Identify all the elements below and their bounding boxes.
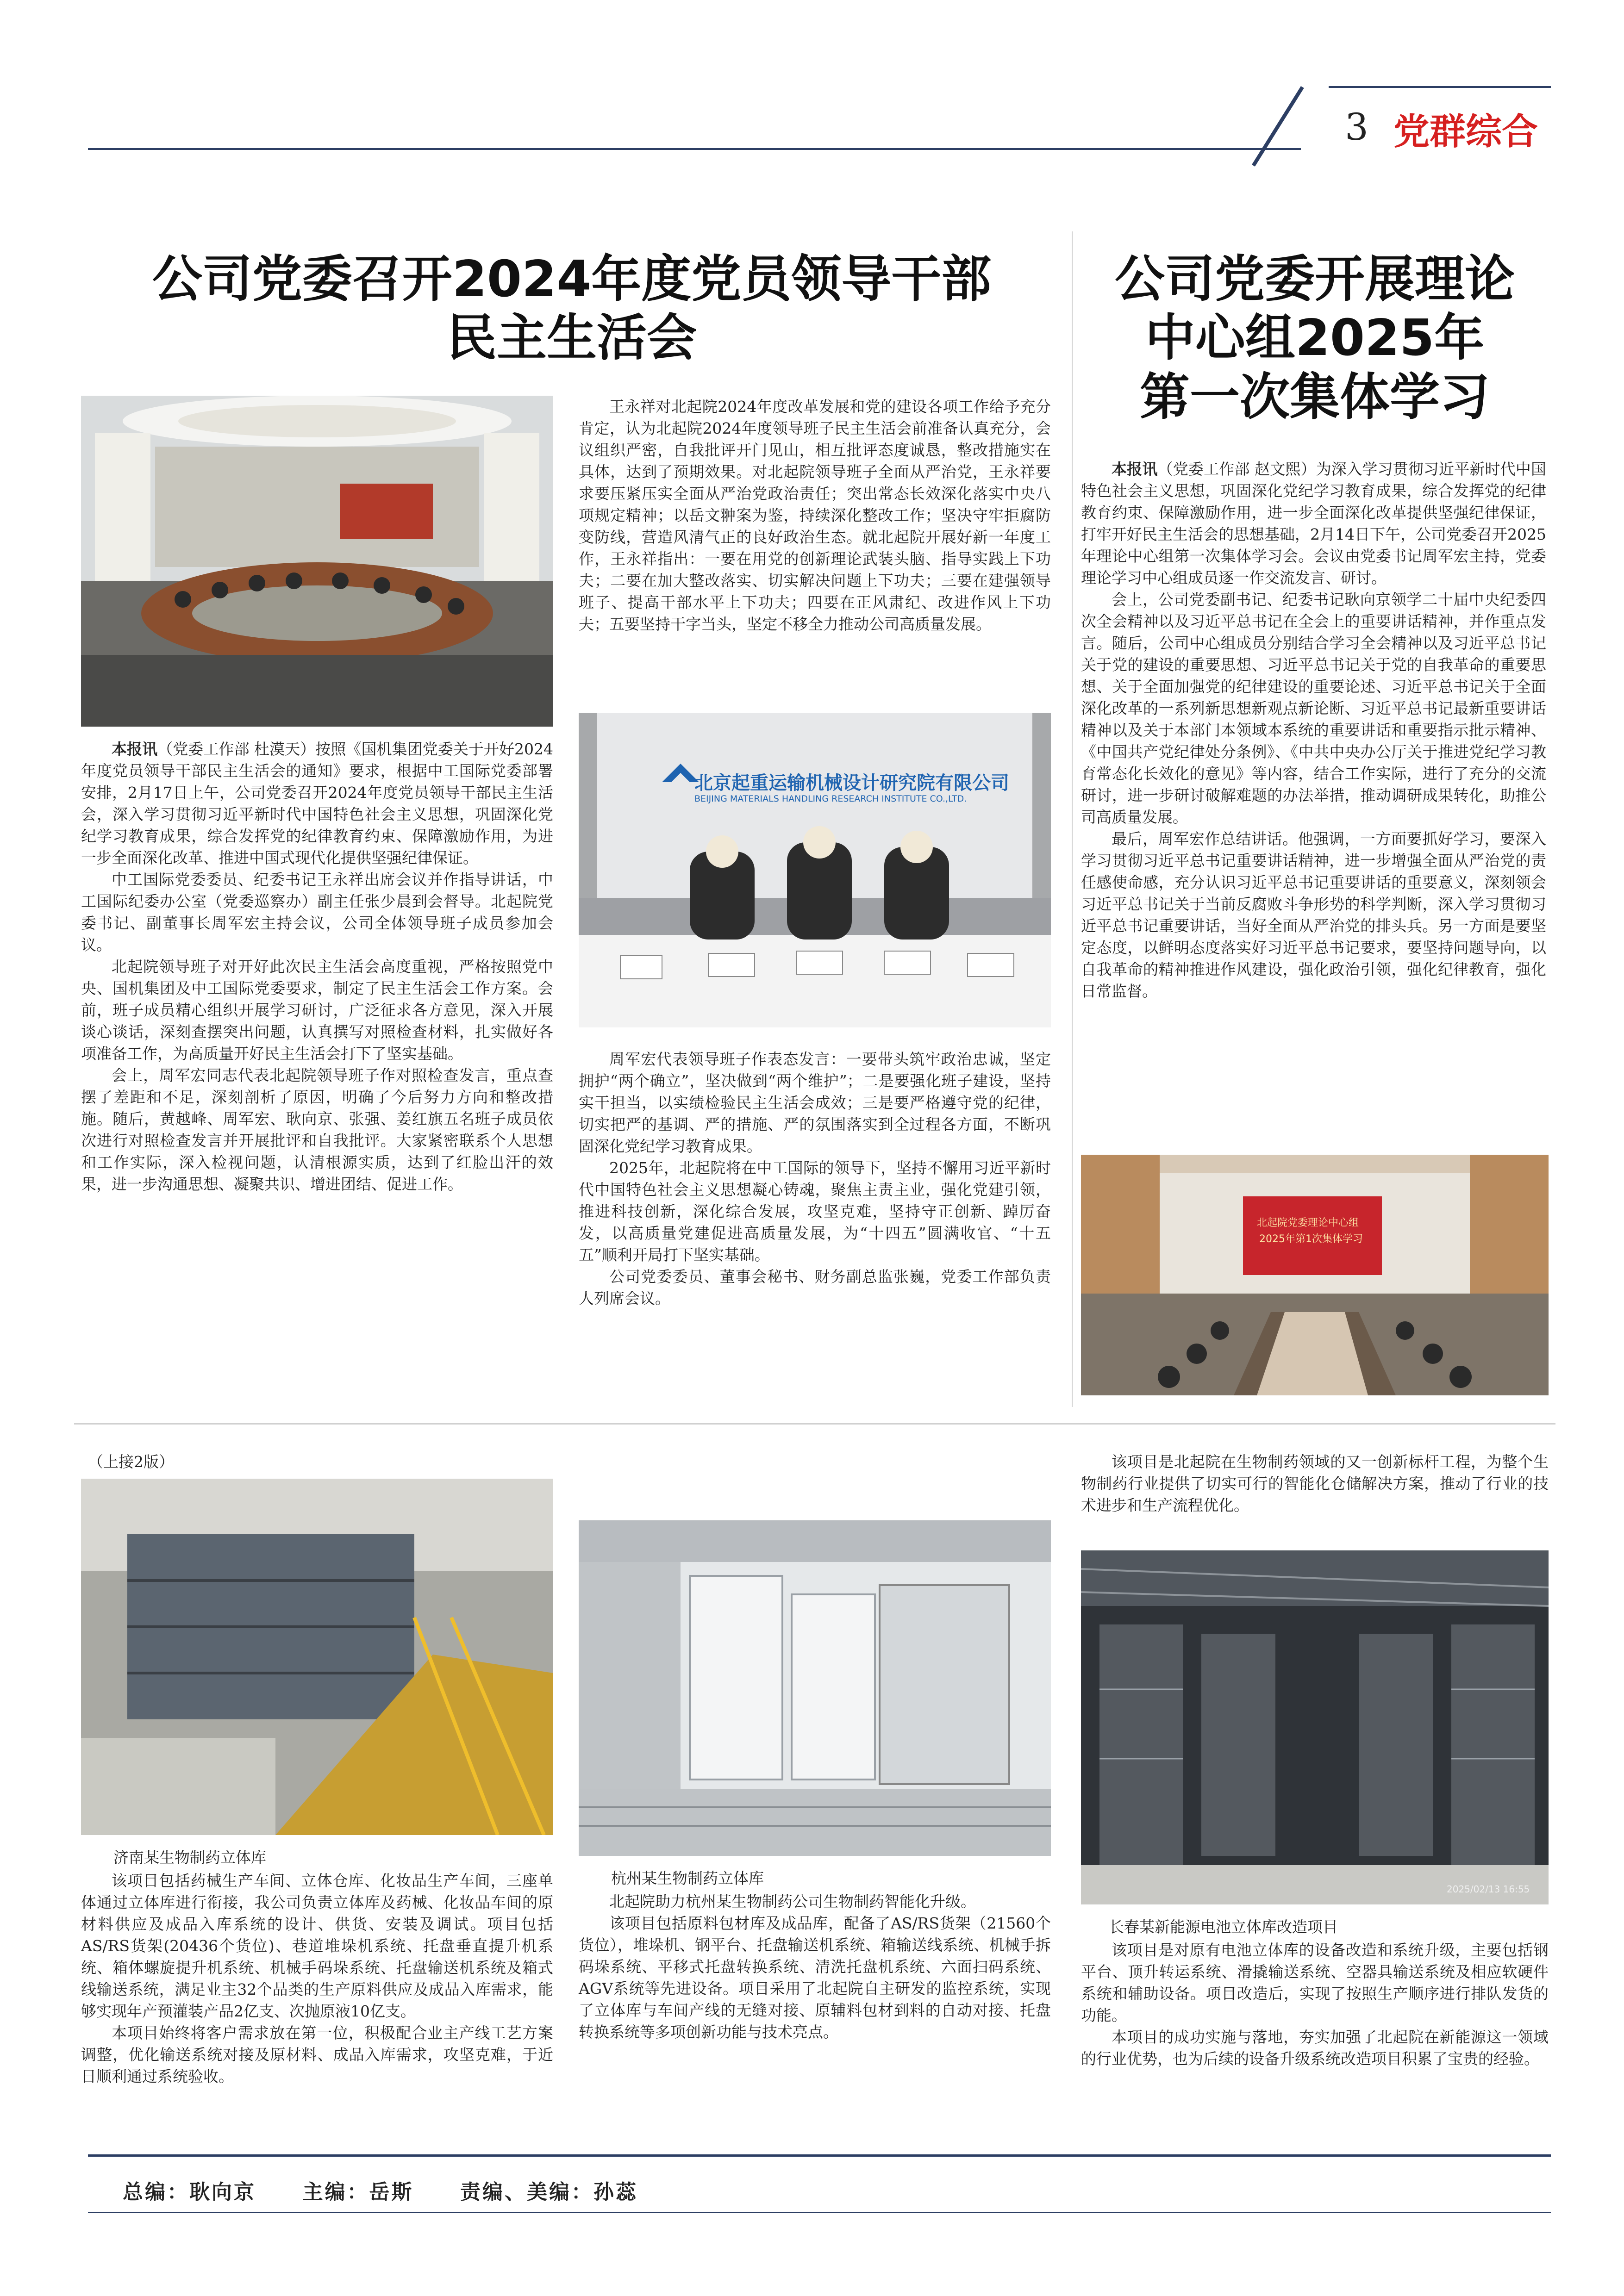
changchun-p2: 本项目的成功实施与落地，夯实加强了北起院在新能源这一领域的行业优势，也为后续的设备升级系统改造项目积累了宝贵的经验。 xyxy=(1081,2028,1549,2068)
hangzhou-p1: 北起院助力杭州某生物制药公司生物制药智能化升级。 xyxy=(609,1892,976,1910)
sign-text-en: BEIJING MATERIALS HANDLING RESEARCH INSTITUTE CO.,LTD. xyxy=(694,794,967,804)
article2-lead: 本报讯 xyxy=(1112,460,1158,478)
footer-rule-bottom xyxy=(88,2212,1551,2213)
jinan-warehouse-illustration xyxy=(81,1479,553,1835)
article1-column-a xyxy=(81,738,553,1195)
header-slant-rule xyxy=(1252,86,1304,167)
article1-title-line1: 公司党委召开2024年度党员领导干部 xyxy=(152,250,992,308)
article2-p3: 最后，周军宏作总结讲话。他强调，一方面要抓好学习，要深入学习贯彻习近平总书记重要讲话精神，进一步增强全面从严治党的责任感使命感，充分认识习近平总书记重要讲话的重要意义，深刻领会习近平总书记关于当前反腐败斗争形势的科学判断，深入学习贯彻习近平总书记重要讲话，当好全面从严治党的排头兵。另一方面是要坚定态度，以鲜明态度落实好习近平总书记要求，要坚持问题导向，以自我革命的精神推进作风建设，强化政治引领，强化纪律教育，强化日常监督。 xyxy=(1081,830,1546,1000)
photo-timestamp: 2025/02/13 16:55 xyxy=(1447,1884,1530,1895)
study-meeting-photo xyxy=(1081,1155,1549,1395)
header-top-rule xyxy=(1329,86,1551,88)
article2-paragraph-1 xyxy=(1081,458,1546,589)
footer-art-editor: 责编、美编：孙蕊 xyxy=(460,2180,638,2204)
article1-p6: 周军宏代表领导班子作表态发言：一要带头筑牢政治忠诚，坚定拥护“两个确立”，坚决做到“两个维护”；二是要强化班子建设，坚持实干担当，以实绩检验民主生活会成效；三是要严格遵守党的纪律，切实把严的基调、严的措施、严的氛围落实到全过程各方面，不断巩固深化党纪学习教育成果。 xyxy=(579,1050,1051,1155)
continued-column-3-top xyxy=(1081,1451,1549,1516)
article2-p2: 会上，公司党委副书记、纪委书记耿向京领学二十届中央纪委四次全会精神以及习近平总书记在全会上的重要讲话精神，并作重点发言。随后，公司中心组成员分别结合学习全会精神以及习近平总书记关于党的建设的重要思想、习近平总书记关于党的自我革命的重要思想、关于全面加强党的纪律建设的重要论述、习近平总书记关于全面深化改革的一系列新思想新观点新论断、习近平总书记最新重要讲话精神以及关于本部门本领域本系统的重要讲话和重要指示批示精神、《中国共产党纪律处分条例》、《中共中央办公厅关于推进党纪学习教育常态化长效化的意见》等内容，结合工作实际，进行了充分的交流研讨，进一步研讨破解难题的办法举措，推动调研成果转化，助推公司高质量发展。 xyxy=(1081,591,1546,826)
jinan-caption: 济南某生物制药立体库 xyxy=(113,1848,266,1867)
section-title: 党群综合 xyxy=(1393,111,1538,153)
article1-p3: 北起院领导班子对开好此次民主生活会高度重视，严格按照党中央、国机集团及中工国际党委要求，制定了民主生活会工作方案。会前，班子成员精心组织开展学习研讨，广泛征求各方意见，深入开展谈心谈话，深刻查摆突出问题，认真撰写对照检查材料，扎实做好各项准备工作，为高质量开好民主生活会打下了坚实基础。 xyxy=(81,958,553,1063)
changchun-caption: 长春某新能源电池立体库改造项目 xyxy=(1109,1918,1338,1936)
study-meeting-illustration xyxy=(1081,1155,1549,1395)
column-divider xyxy=(1072,231,1073,1407)
article2-title-line3: 第一次集体学习 xyxy=(1139,368,1490,426)
footer-chief-editor: 总编：耿向京 xyxy=(123,2180,256,2204)
jinan-p2: 本项目始终将客户需求放在第一位，积极配合业主产线工艺方案调整，优化输送系统对接及原材料、成品入库需求，攻坚克难，于近日顺利通过系统验收。 xyxy=(81,2024,553,2085)
page-number: 3 xyxy=(1345,106,1368,149)
hangzhou-caption: 杭州某生物制药立体库 xyxy=(611,1869,764,1887)
changchun-warehouse-photo xyxy=(1081,1550,1549,1904)
article1-paragraph-1 xyxy=(81,738,553,869)
article2-title-line1: 公司党委开展理论 xyxy=(1114,250,1515,308)
article1-p5: 王永祥对北起院2024年度改革发展和党的建设各项工作给予充分肯定，认为北起院2024年度领导班子民主生活会前准备认真充分，会议组织严密，自我批评开门见山，相互批评态度诚恳，整改措施实在具体，达到了预期效果。对北起院领导班子全面从严治党，王永祥要求要压紧压实全面从严治党政治责任；突出常态长效深化落实中央八项规定精神；以岳文翀案为鉴，持续深化整改工作；坚决守牢拒腐防变防线，营造风清气正的良好政治生态。就北起院开展好新一年度工作，王永祥指出：一要在用党的创新理论武装头脑、指导实践上下功夫；二要在加大整改落实、切实解决问题上下功夫；三要在建强领导班子、提高干部水平上下功夫；四要在正风肃纪、改进作风上下功夫；五要坚持干字当头，坚定不移全力推动公司高质量发展。 xyxy=(579,398,1051,633)
article2-column xyxy=(1081,458,1546,1002)
article1-byline: （党委工作部 杜漠天） xyxy=(157,740,316,758)
changchun-warehouse-illustration xyxy=(1081,1550,1549,1904)
article1-p4: 会上，周军宏同志代表北起院领导班子作对照检查发言，重点查摆了差距和不足，深刻剖析了原因，明确了今后努力方向和整改措施。随后，黄越峰、周军宏、耿向京、张强、姜红旗五名班子成员依次进行对照检查发言并开展批评和自我批评。大家紧密联系个人思想和工作实际，深入检视问题，认清根源实质，达到了红脸出汗的效果，进一步沟通思想、凝聚共识、增进团结、促进工作。 xyxy=(81,1066,553,1193)
article2-headline xyxy=(1079,250,1551,427)
footer-editor: 主编：岳斯 xyxy=(302,2180,414,2204)
header-rule xyxy=(88,148,1301,150)
screen-text-1: 北起院党委理论中心组 xyxy=(1257,1217,1359,1229)
continued-column-1 xyxy=(81,1870,553,2087)
article2-title-line2: 中心组2025年 xyxy=(1145,309,1485,367)
footer-credits xyxy=(123,2175,670,2205)
jinan-p1: 该项目包括药械生产车间、立体仓库、化妆品生产车间，三座单体通过立体库进行衔接，我公司负责立体库及药械、化妆品车间的原材料供应及成品入库系统的设计、供货、安装及调试。项目包括AS/RS货架(20436个货位)、巷道堆垛机系统、托盘垂直提升机系统、箱体螺旋提升机系统、机械手码垛系统、托盘输送机系统及箱式线输送系统，满足业主32个品类的生产原料供应及成品入库需求，能够实现年产预灌装产品2亿支、次抛原液10亿支。 xyxy=(81,1872,553,2020)
article1-title-line2: 民主生活会 xyxy=(446,309,697,367)
jinan-warehouse-photo xyxy=(81,1479,553,1835)
article1-p7: 2025年，北起院将在中工国际的领导下，坚持不懈用习近平新时代中国特色社会主义思想凝心铸魂，聚焦主责主业，强化党建引领，推进科技创新，深化综合发展，攻坚克难，坚持守正创新、踔厉奋发，以高质量党建促进高质量发展，为“十四五”圆满收官、“十五五”顺利开局打下坚实基础。 xyxy=(579,1159,1051,1264)
changchun-p1: 该项目是对原有电池立体库的设备改造和系统升级，主要包括钢平台、顶升转运系统、滑撬输送系统、空器具输送系统及相应软硬件系统和辅助设备。项目改造后，实现了按照生产顺序进行排队发货的功能。 xyxy=(1081,1941,1549,2024)
article1-column-b xyxy=(579,396,1051,635)
continued-column-3 xyxy=(1081,1939,1549,2070)
hangzhou-p2: 该项目包括原料包材库及成品库，配备了AS/RS货架（21560个货位），堆垛机、钢平台、托盘输送机系统、箱输送线系统、机械手拆码垛系统、平移式托盘转换系统、清洗托盘机系统、六面扫码系统、AGV系统等先进设备。项目采用了北起院自主研发的监控系统，实现了立体库与车间产线的无缝对接、原辅料包材到料的自动对接、托盘转换系统等多项创新功能与技术亮点。 xyxy=(579,1914,1051,2041)
article1-p1: 按照《国机集团党委关于开好2024年度党员领导干部民主生活会的通知》要求，根据中工国际党委部署安排，2月17日上午，公司党委召开2024年度党员领导干部民主生活会，深入学习贯彻习近平新时代中国特色社会主义思想，巩固深化党纪学习教育成果，综合发挥党的纪律教育约束、保障激励作用，为进一步全面深化改革、推进中国式现代化提供坚强纪律保证。 xyxy=(81,740,553,867)
article1-column-b-lower xyxy=(579,1048,1051,1309)
col3-p0: 该项目是北起院在生物制药领域的又一创新标杆工程，为整个生物制药行业提供了切实可行的智能化仓储解决方案，推动了行业的技术进步和生产流程优化。 xyxy=(1081,1453,1549,1514)
continued-column-2 xyxy=(579,1891,1051,2043)
article1-headline xyxy=(83,250,1060,368)
article1-p8: 公司党委委员、董事会秘书、财务副总监张巍，党委工作部负责人列席会议。 xyxy=(579,1268,1051,1307)
article1-lead: 本报讯 xyxy=(112,740,158,758)
continued-note: （上接2版） xyxy=(88,1453,174,1471)
meeting-room-illustration xyxy=(81,396,553,727)
sign-text: 北京起重运输机械设计研究院有限公司 xyxy=(694,772,1009,794)
footer-rule-top xyxy=(88,2154,1551,2157)
meeting-photo-1 xyxy=(81,396,553,727)
meeting-photo-2 xyxy=(579,713,1051,1027)
hangzhou-warehouse-illustration xyxy=(579,1520,1051,1856)
screen-text-2: 2025年第1次集体学习 xyxy=(1259,1233,1363,1245)
article1-p2: 中工国际党委委员、纪委书记王永祥出席会议并作指导讲话，中工国际纪委办公室（党委巡察办）副主任张少晨到会督导。北起院党委书记、副董事长周军宏主持会议，公司全体领导班子成员参加会议。 xyxy=(81,871,553,954)
section-divider xyxy=(74,1423,1555,1425)
article2-p1: 为深入学习贯彻习近平新时代中国特色社会主义思想，巩固深化党纪学习教育成果，综合发挥党的纪律教育约束、保障激励作用，进一步全面深化改革提供坚强纪律保证，打牢开好民主生活会的思想基础，2月14日下午，公司党委召开2025年理论中心组第一次集体学习会。会议由党委书记周军宏主持，党委理论学习中心组成员逐一作交流发言、研讨。 xyxy=(1081,460,1547,587)
hangzhou-warehouse-photo xyxy=(579,1520,1051,1856)
article2-byline: （党委工作部 赵文熙） xyxy=(1157,460,1316,478)
meeting-sign-illustration xyxy=(579,713,1051,1027)
